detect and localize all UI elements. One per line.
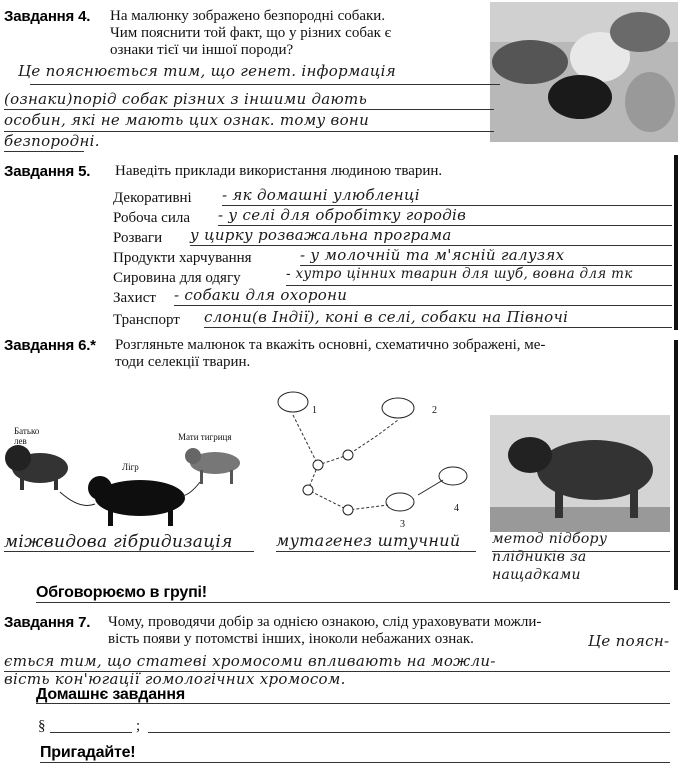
task5-label: Завдання 5. (4, 163, 91, 180)
task7-answer-line: Це поясн- (588, 632, 670, 650)
task5-question: Наведіть приклади використання людиною тварин. (115, 163, 443, 179)
task5-row-answer: у цирку розважальна програма (190, 226, 452, 244)
task6-answer-1: міжвидова гібридизація (4, 532, 233, 552)
discuss-heading: Обговорюємо в групі! (36, 584, 207, 601)
task6-question-line: тоди селекції тварин. (115, 354, 251, 370)
task4-answer-line: особин, які не мають цих ознак. тому вони (4, 111, 370, 129)
task7-question-line: вість появи у потомстві інших, іноколи небажаних ознак. (108, 631, 474, 647)
scheme-number-2: 2 (432, 405, 437, 416)
liger-label: Лігр (122, 462, 139, 472)
task4-question (110, 8, 490, 59)
task5-row-label: Розваги (113, 230, 163, 246)
task7-answer-line: вість кон'югації гомологічних хромосом. (4, 670, 346, 688)
task5-row-label: Сировина для одягу (113, 270, 241, 286)
task4-question-line: Чим пояснити той факт, що у різних собак є (110, 25, 392, 41)
task6-answer-2 (276, 532, 476, 550)
homework-paragraph-sign: § (38, 718, 46, 734)
father-label: Батько лев (14, 426, 40, 446)
task5-row-answer: - як домашні улюбленці (222, 186, 420, 204)
task4-answer-line: Це пояснюється тим, що генет. інформація (18, 62, 396, 80)
task4-label: Завдання 4. (4, 8, 91, 25)
task6-question-line: Розгляньте малюнок та вкажіть основні, схематично зображені, ме- (115, 337, 546, 353)
homework-separator: ; (136, 718, 141, 734)
task7-label: Завдання 7. (4, 614, 91, 631)
homework-heading: Домашнє завдання (36, 686, 185, 703)
task5-row-label: Захист (113, 290, 156, 306)
stray-dogs-photo (490, 2, 678, 142)
task6-answer-3 (492, 530, 672, 584)
scheme-number-4: 4 (454, 503, 459, 514)
task5-row-label: Декоративні (113, 190, 192, 206)
task4-answer-line: (ознаки)порід собак різних з іншими дають (4, 90, 368, 108)
task5-row-label: Транспорт (113, 312, 180, 328)
task5-row-answer: - хутро цінних тварин для шуб, вовна для тк (286, 266, 633, 282)
task4-answer-line: безпородні. (4, 132, 100, 150)
bull-photo (490, 415, 670, 532)
task6-label: Завдання 6.* (4, 337, 96, 354)
task4-question-line: На малюнку зображено безпородні собаки. (110, 8, 386, 24)
remember-heading: Пригадайте! (40, 744, 136, 761)
task7-answer-line: ється тим, що статеві хромосоми впливають на можли- (4, 652, 496, 670)
task5-row-answer: - собаки для охорони (174, 286, 348, 304)
task5-row-answer: - у молочній та м'ясній галузях (300, 246, 565, 264)
task5-row-label: Продукти харчування (113, 250, 252, 266)
scheme-number-3: 3 (400, 519, 405, 530)
mutagenesis-scheme (268, 380, 480, 530)
task6-answer-2-text: мутагенез штучний (276, 531, 461, 550)
task6-answer-3-text: метод підбору плідників за нащадками (492, 531, 608, 583)
task5-row-label: Робоча сила (113, 210, 190, 226)
task7-question-line: Чому, проводячи добір за однією ознакою, слід ураховувати можли- (108, 614, 542, 630)
task5-row-answer: слони(в Індії), коні в селі, собаки на Півночі (204, 308, 569, 326)
scheme-number-1: 1 (312, 405, 317, 416)
task6-question (115, 337, 675, 371)
mother-label: Мати тигриця (178, 432, 232, 442)
task4-question-line: ознаки тієї чи іншої породи? (110, 42, 294, 58)
task5-row-answer: - у селі для обробітку городів (218, 206, 467, 224)
